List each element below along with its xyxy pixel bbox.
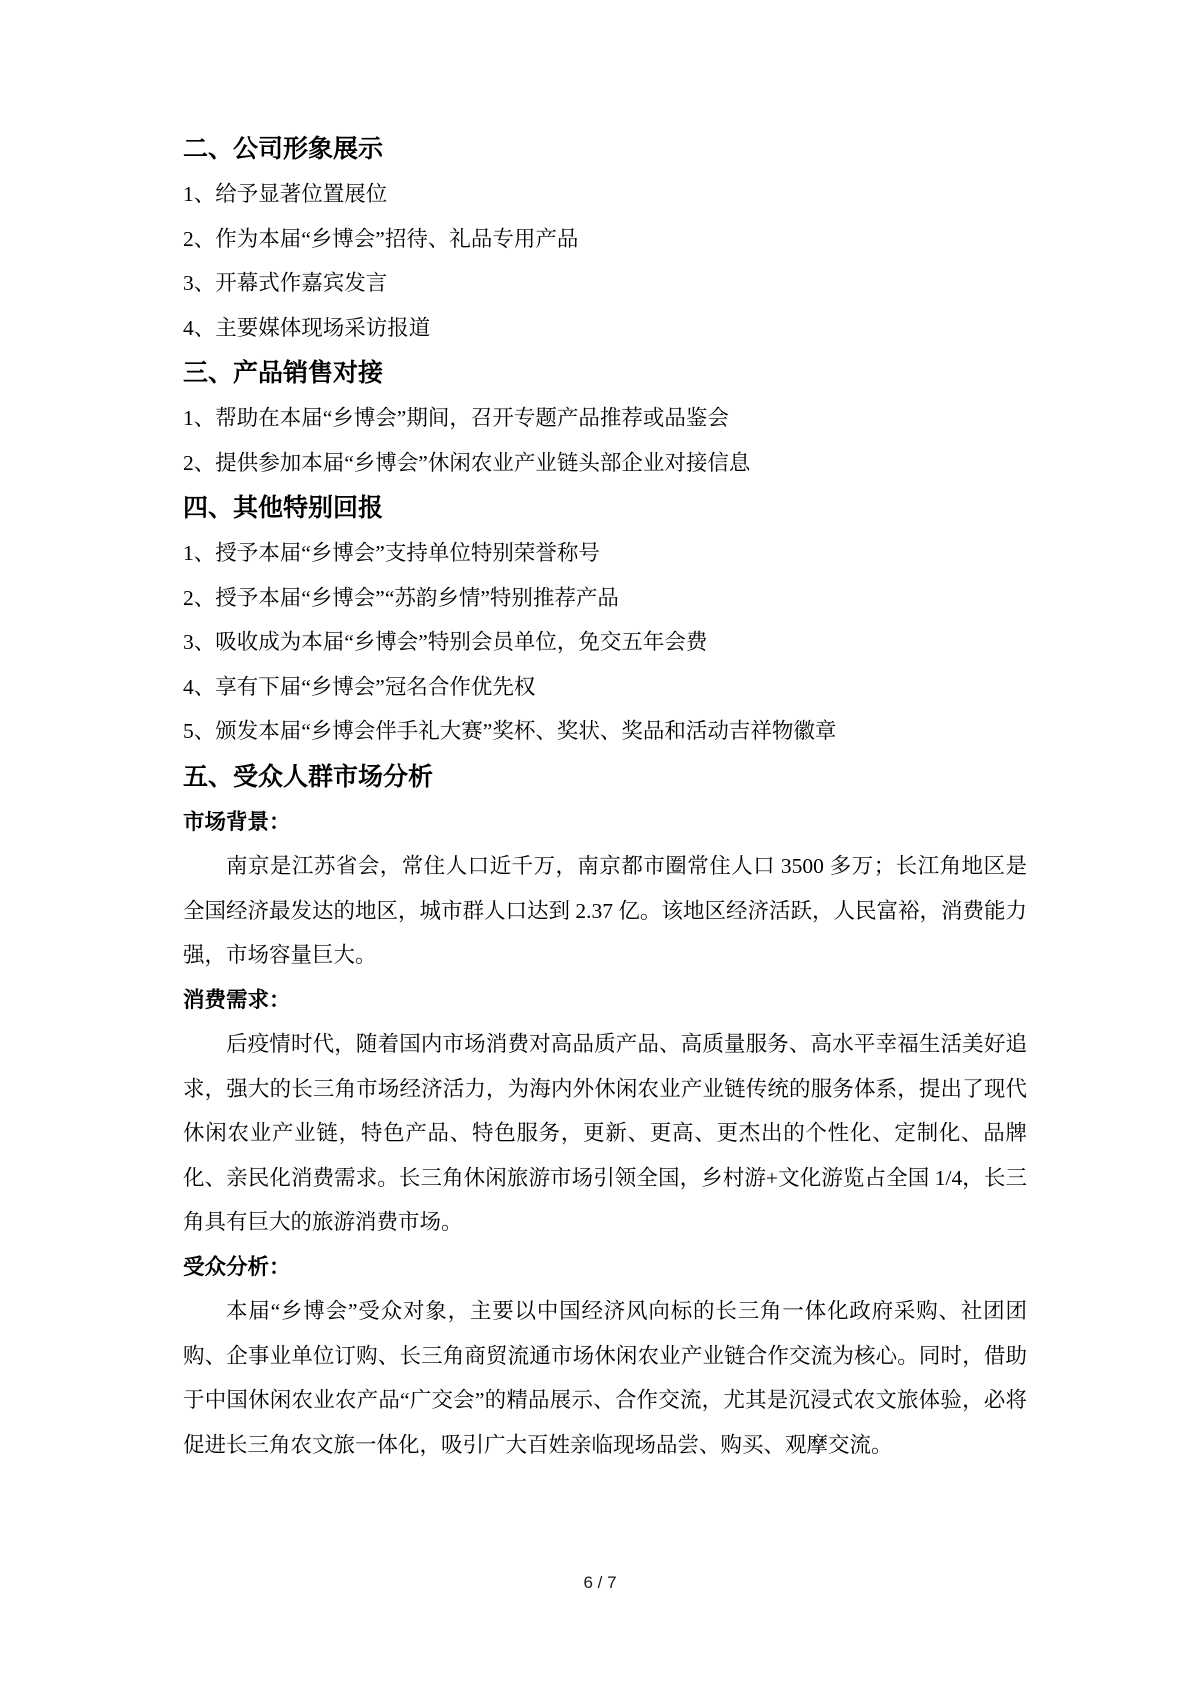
list-item: 4、主要媒体现场采访报道 [183, 315, 431, 340]
subsection-heading-market-background: 市场背景： [183, 809, 291, 834]
paragraph-market-background: 南京是江苏省会，常住人口近千万，南京都市圈常住人口 3500 多万；长江角地区是全国经济最发达的地区，城市群人口达到 2.37 亿。该地区经济活跃，人民富裕，消费能力强，市场容量巨大。 [183, 854, 1027, 967]
section-heading-3: 三、产品销售对接 [183, 359, 384, 387]
list-item: 5、颁发本届“乡博会伴手礼大赛”奖杯、奖状、奖品和活动吉祥物徽章 [183, 719, 837, 743]
list-item: 2、提供参加本届“乡博会”休闲农业产业链头部企业对接信息 [183, 450, 751, 475]
list-item: 2、授予本届“乡博会”“苏韵乡情”特别推荐产品 [183, 585, 619, 610]
paragraph-consumer-demand: 后疫情时代，随着国内市场消费对高品质产品、高质量服务、高水平幸福生活美好追求，强大的长三角市场经济活力，为海内外休闲农业产业链传统的服务体系，提出了现代休闲农业产业链，特色产品、特色服务，更新、更高、更杰出的个性化、定制化、品牌化、亲民化消费需求。长三角休闲旅游市场引领全国，乡村游+文化游览占全国 1/4，长三角具有巨大的旅游消费市场。 [183, 1032, 1027, 1234]
section-heading-4: 四、其他特别回报 [183, 494, 384, 522]
section-heading-5: 五、受众人群市场分析 [183, 762, 434, 791]
list-item: 1、帮助在本届“乡博会”期间，召开专题产品推荐或品鉴会 [183, 406, 729, 430]
page-number: 6 / 7 [583, 1573, 617, 1592]
subsection-heading-consumer-demand: 消费需求： [183, 987, 291, 1012]
list-item: 1、授予本届“乡博会”支持单位特别荣誉称号 [183, 541, 600, 565]
list-item: 3、开幕式作嘉宾发言 [183, 271, 388, 295]
list-item: 2、作为本届“乡博会”招待、礼品专用产品 [183, 226, 579, 251]
list-item: 3、吸收成为本届“乡博会”特别会员单位，免交五年会费 [183, 630, 708, 654]
subsection-heading-audience-analysis: 受众分析： [183, 1254, 291, 1279]
section-heading-2: 二、公司形象展示 [183, 135, 384, 163]
paragraph-audience-analysis: 本届“乡博会”受众对象，主要以中国经济风向标的长三角一体化政府采购、社团团购、企事业单位订购、长三角商贸流通市场休闲农业产业链合作交流为核心。同时，借助于中国休闲农业农产品“广交会”的精品展示、合作交流，尤其是沉浸式农文旅体验，必将促进长三角农文旅一体化，吸引广大百姓亲临现场品尝、购买、观摩交流。 [183, 1299, 1027, 1457]
list-item: 4、享有下届“乡博会”冠名合作优先权 [183, 674, 536, 699]
list-item: 1、给予显著位置展位 [183, 182, 388, 206]
